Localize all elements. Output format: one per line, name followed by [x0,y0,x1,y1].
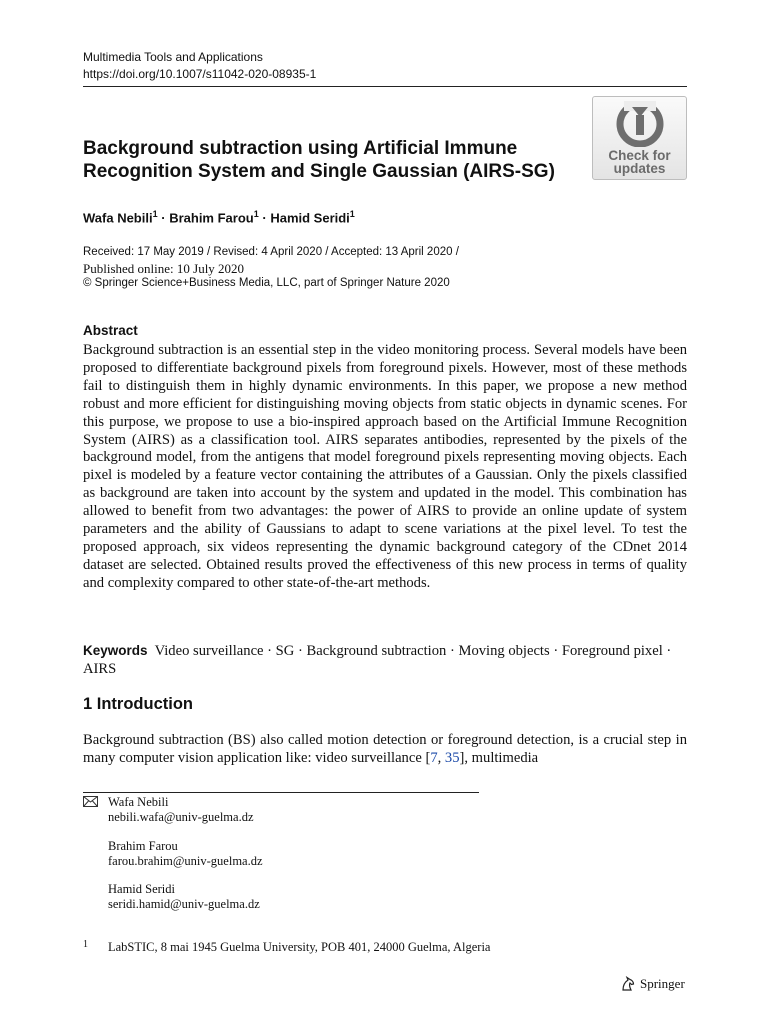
abstract-body: Background subtraction is an essential step in the video monitoring process. Several models have been proposed to differentiate background pixels from foreground pixels. However, most of these methods fail to distinguish them in highly dynamic environments. In this paper, we propose a new method robust and more efficient for distinguishing moving objects from static objects in dynamic scenes. For this purpose, we propose to use a bio-inspired approach based on the Artificial Immune Recognition System (AIRS) as a classification tool. AIRS separates antibodies, represented by the pixels of the background model, from the antigens that model foreground pixels representing moving objects. Each pixel is modeled by a feature vector containing the attributes of a Gaussian. Only the pixels classified as background are taken into account by the system and updated in the model. This combination has allowed to benefit from two advantages: the power of AIRS to provide an online update of system parameters and the ability of Gaussians to adapt to scene variations at the pixel level. To test the proposed approach, six videos representing the dynamic background category of the CDnet 2014 dataset are selected. Obtained results proved the effectiveness of this new process in terms of quality and complexity compared to other state-of-the-art methods. [83,342,687,591]
corresponding-author-name: Wafa Nebili [108,795,169,809]
submission-history: Received: 17 May 2019 / Revised: 4 April 2020 / Accepted: 13 April 2020 / [83,246,459,258]
author-name: Brahim Farou [108,839,178,853]
keywords-text: Video surveillance · SG · Background subtraction · Moving objects · Foreground pixel · AIRS [83,643,672,677]
author-name: Wafa Nebili [83,210,153,226]
author-name: Hamid Seridi [108,882,176,896]
publisher-logo [620,976,685,992]
published-date: Published online: 10 July 2020 [83,261,245,276]
springer-horse-icon [620,976,636,992]
keywords-label: Keywords [83,643,148,658]
author-list [83,206,355,226]
author-affiliation-mark: 1 [253,209,259,219]
author-email[interactable]: nebili.wafa@univ-guelma.dz [108,810,254,824]
envelope-icon [83,796,98,807]
footnote-rule [83,792,479,793]
journal-name: Multimedia Tools and Applications [83,50,263,64]
section-heading-introduction: 1 Introduction [83,695,193,713]
author-separator: · [262,210,267,226]
affiliation: LabSTIC, 8 mai 1945 Guelma University, POB 401, 24000 Guelma, Algeria [108,940,491,954]
author-affiliation-mark: 1 [152,209,158,219]
paper-title: Background subtraction using Artificial Immune Recognition System and Single Gaussian (AIRS-SG) [83,138,555,182]
author-separator: · [161,210,166,226]
author-email[interactable]: seridi.hamid@univ-guelma.dz [108,897,260,911]
affiliation-number: 1 [83,939,88,950]
citation-separator: , [437,750,445,766]
doi-link[interactable]: https://doi.org/10.1007/s11042-020-08935-1 [83,67,317,81]
author-name: Brahim Farou [169,210,254,226]
copyright-notice: © Springer Science+Business Media, LLC, part of Springer Nature 2020 [83,277,450,289]
intro-text: ], multimedia [459,750,539,766]
publisher-name: Springer [640,976,685,991]
author-name: Hamid Seridi [270,210,350,226]
introduction-body [83,731,687,767]
intro-text: Background subtraction (BS) also called motion detection or foreground detection, is a crucial step in many computer vision application like: video surveillance [ [83,732,687,766]
check-for-updates-badge[interactable] [592,96,687,180]
citation-link[interactable]: 35 [444,750,460,766]
check-for-updates-label: Check for updates [608,148,671,176]
check-for-updates-icon [615,101,665,147]
abstract-heading: Abstract [83,323,138,338]
header-rule [83,86,687,87]
author-email[interactable]: farou.brahim@univ-guelma.dz [108,854,263,868]
citation-link[interactable]: 7 [430,750,438,766]
author-affiliation-mark: 1 [349,209,355,219]
keywords [83,642,687,678]
